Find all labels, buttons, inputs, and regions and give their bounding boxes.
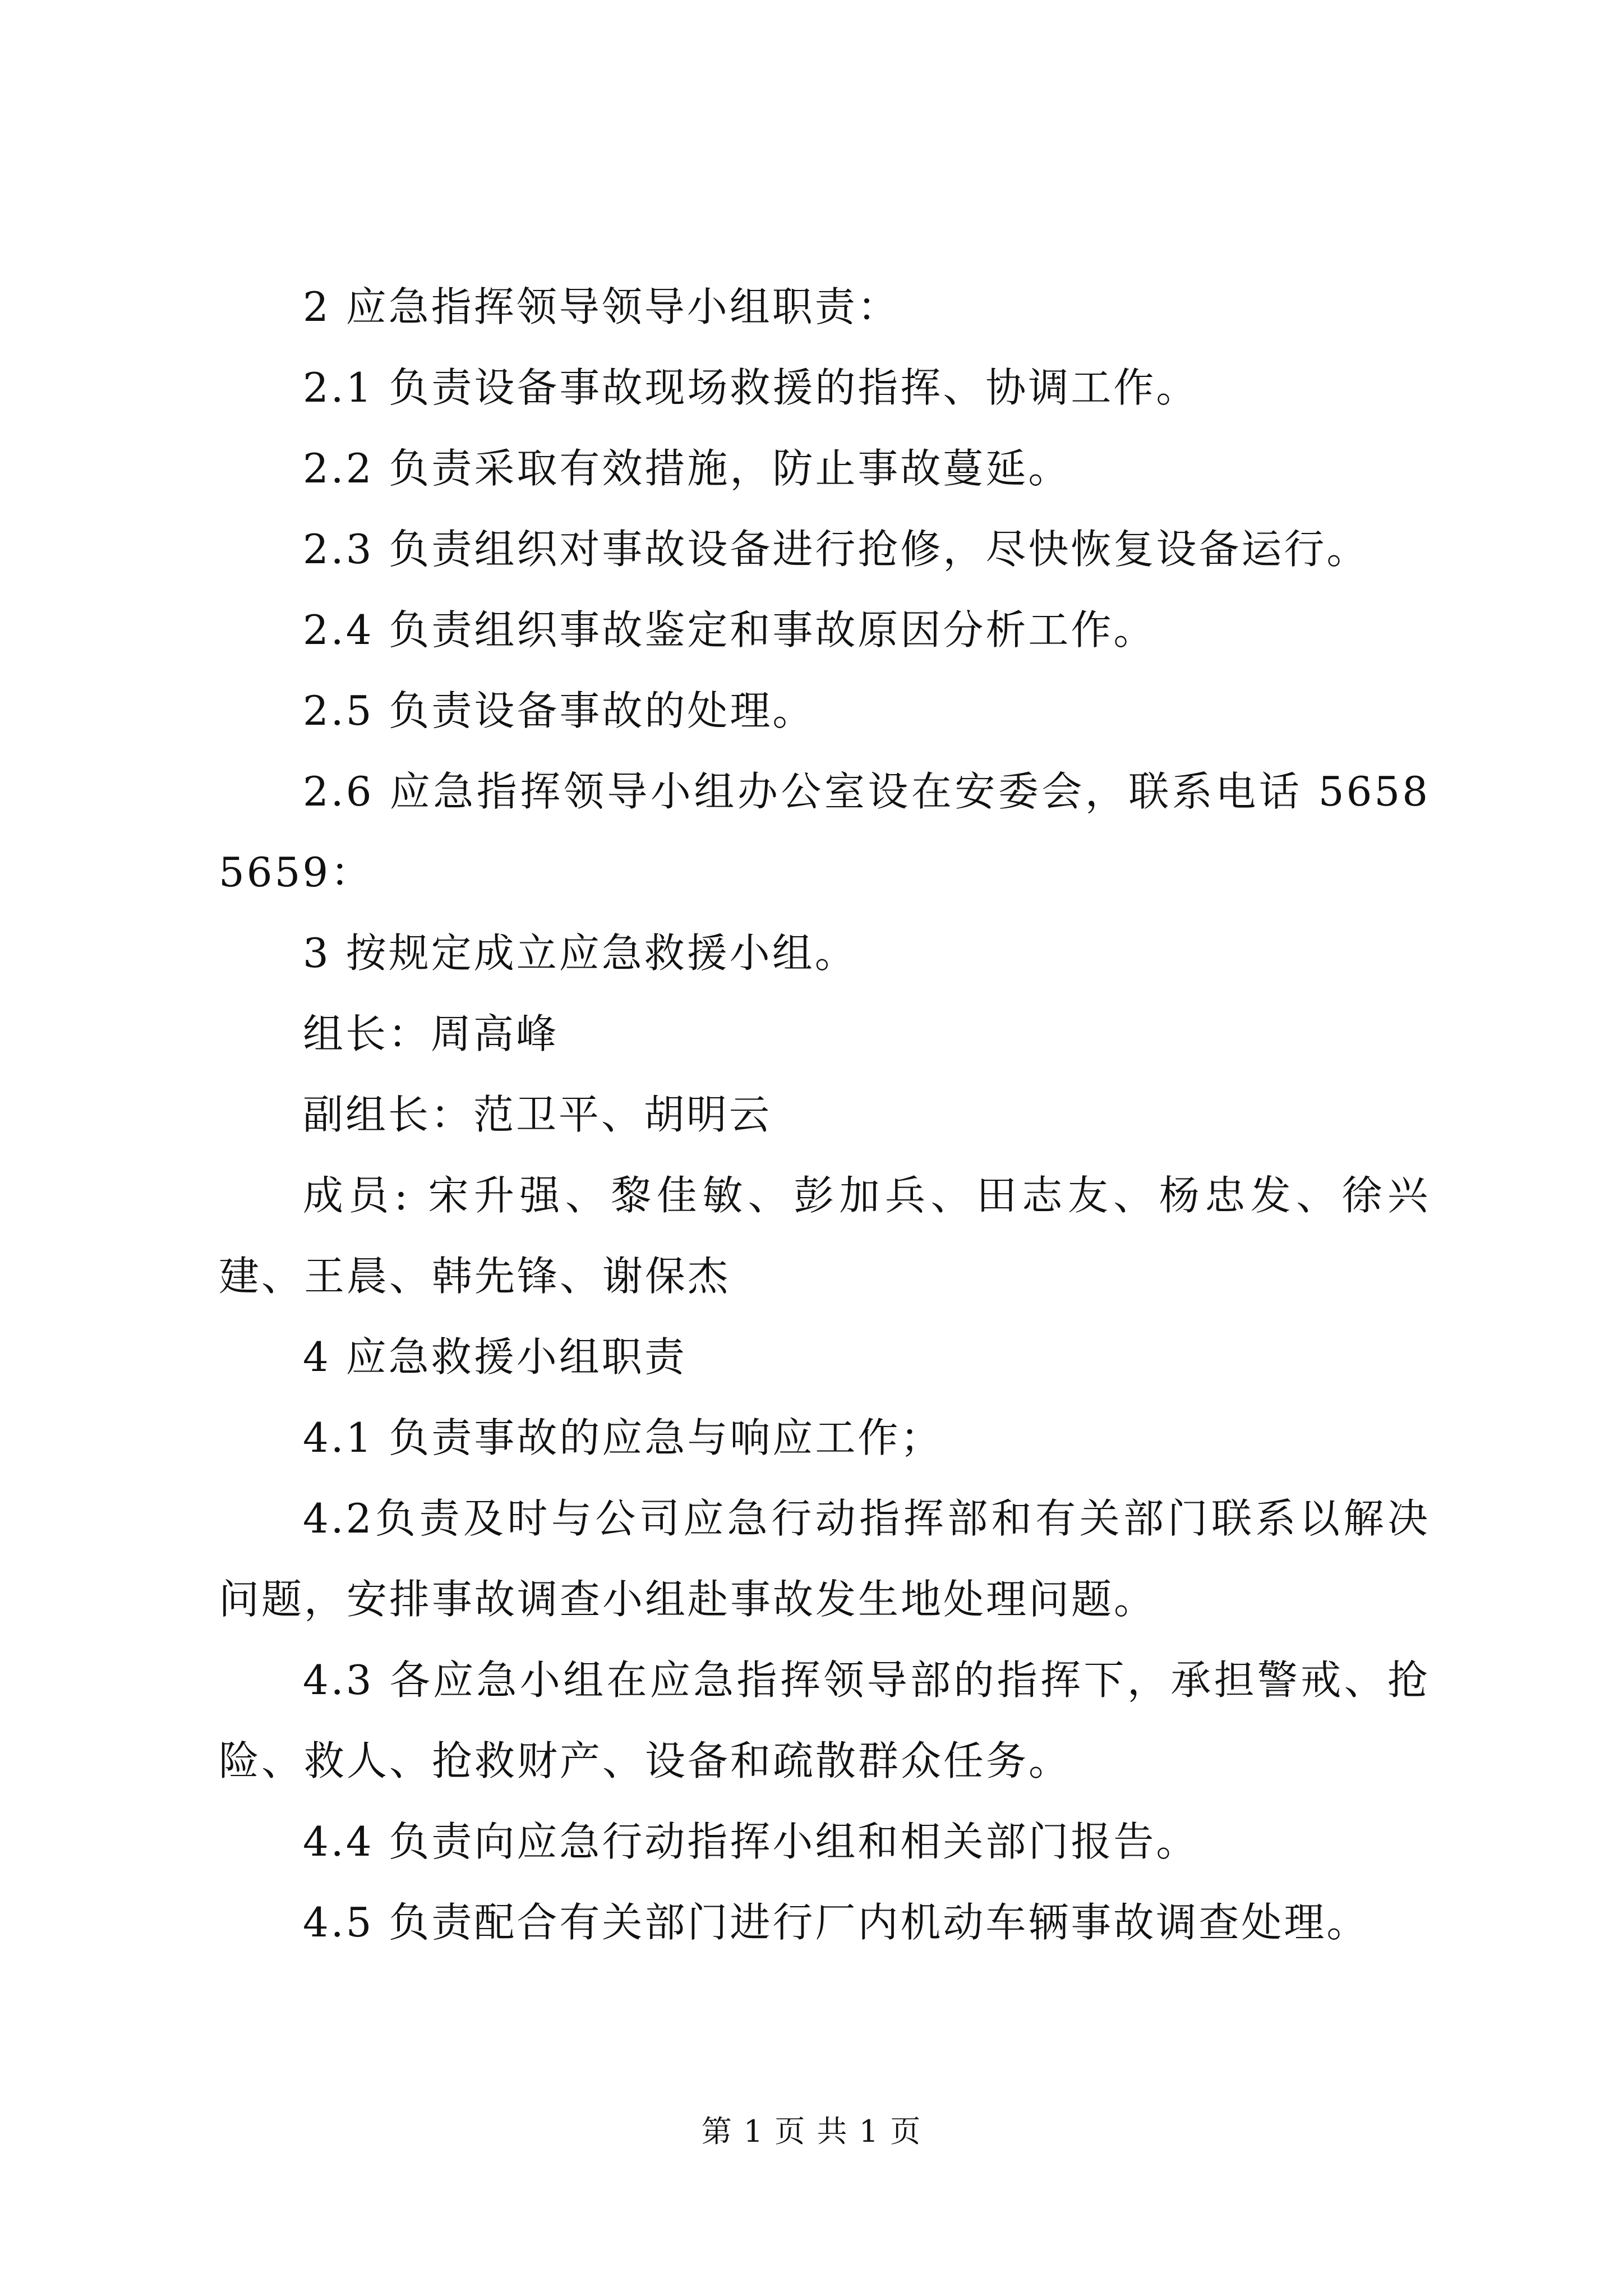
paragraph-deputy-leader: 副组长：范卫平、胡明云 [303, 1091, 772, 1138]
paragraph-4-1: 4.1 负责事故的应急与响应工作； [303, 1414, 943, 1461]
paragraph-2-1: 2.1 负责设备事故现场救援的指挥、协调工作。 [303, 364, 1199, 411]
document-body [219, 266, 1430, 1963]
paragraph-4-4: 4.4 负责向应急行动指挥小组和相关部门报告。 [303, 1818, 1199, 1865]
paragraph-2-6: 2.6 应急指挥领导小组办公室设在安委会，联系电话 56585659： [219, 768, 1430, 896]
paragraph-section-4-heading: 4 应急救援小组职责 [303, 1333, 687, 1381]
paragraph-4-2: 4.2负责及时与公司应急行动指挥部和有关部门联系以解决问题，安排事故调查小组赴事故发生地处理问题。 [219, 1495, 1430, 1623]
paragraph-section-3-heading: 3 按规定成立应急救援小组。 [303, 930, 857, 977]
paragraph-4-3: 4.3 各应急小组在应急指挥领导部的指挥下，承担警戒、抢险、救人、抢救财产、设备和疏散群众任务。 [219, 1657, 1430, 1784]
paragraph-4-5: 4.5 负责配合有关部门进行厂内机动车辆事故调查处理。 [303, 1899, 1370, 1946]
paragraph-group-leader: 组长：周高峰 [303, 1010, 559, 1057]
paragraph-2-2: 2.2 负责采取有效措施，防止事故蔓延。 [303, 445, 1071, 492]
paragraph-section-2-heading: 2 应急指挥领导领导小组职责： [303, 283, 900, 330]
paragraph-2-3: 2.3 负责组织对事故设备进行抢修，尽快恢复设备运行。 [303, 526, 1370, 573]
page-number-footer: 第 1 页 共 1 页 [701, 2114, 922, 2149]
paragraph-members: 成员: 宋升强、黎佳敏、彭加兵、田志友、杨忠发、徐兴建、王晨、韩先锋、谢保杰 [219, 1172, 1430, 1300]
paragraph-2-5: 2.5 负责设备事故的处理。 [303, 687, 815, 734]
paragraph-2-4: 2.4 负责组织事故鉴定和事故原因分析工作。 [303, 606, 1156, 654]
